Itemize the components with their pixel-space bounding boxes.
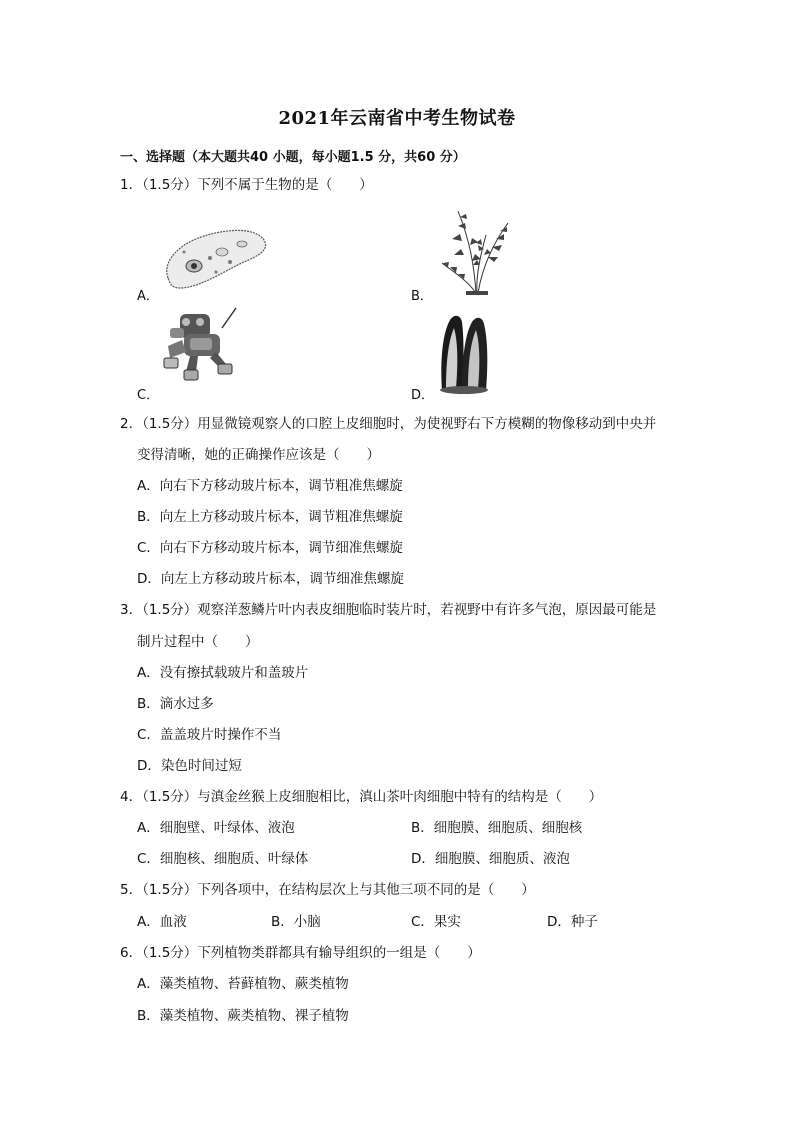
question-2-stem-line1: 2．（1.5分）用显微镜观察人的口腔上皮细胞时，为使视野右下方模糊的物像移动到中央并 [120,416,657,432]
robot-dog-image [160,306,240,384]
penguins-image [438,314,490,394]
page-title: 2021年云南省中考生物试卷 [278,108,516,129]
question-5-option-c[interactable]: C．果实 [411,914,461,930]
question-5-option-b[interactable]: B．小脑 [271,914,321,930]
option-c-label: C． [137,388,160,403]
question-3-stem-line1: 3．（1.5分）观察洋葱鳞片叶内表皮细胞临时装片时，若视野中有许多气泡，原因最可能是 [120,602,657,618]
question-4-stem: 4．（1.5分）与滇金丝猴上皮细胞相比，滇山茶叶肉细胞中特有的结构是（ ） [120,789,603,805]
option-b-label: B． [411,289,433,304]
question-3-option-a[interactable]: A．没有擦拭载玻片和盖玻片 [137,665,309,681]
question-3-option-d[interactable]: D．染色时间过短 [137,758,242,774]
paramecium-image [160,222,272,292]
question-3-stem-line2: 制片过程中（ ） [137,634,259,650]
question-4-option-d[interactable]: D．细胞膜、细胞质、液泡 [411,851,570,867]
section-heading: 一、选择题（本大题共40 小题，每小题1.5 分，共60 分） [120,150,466,165]
question-5-stem: 5．（1.5分）下列各项中，在结构层次上与其他三项不同的是（ ） [120,882,535,898]
question-4-option-a[interactable]: A．细胞壁、叶绿体、液泡 [137,820,295,836]
question-6-option-b[interactable]: B．藻类植物、蕨类植物、裸子植物 [137,1008,349,1024]
question-6-option-a[interactable]: A．藻类植物、苔藓植物、蕨类植物 [137,976,349,992]
fern-image [436,205,520,297]
question-2-option-d[interactable]: D．向左上方移动玻片标本，调节细准焦螺旋 [137,571,404,587]
question-4-option-b[interactable]: B．细胞膜、细胞质、细胞核 [411,820,583,836]
question-3-option-b[interactable]: B．滴水过多 [137,696,214,712]
question-3-option-c[interactable]: C．盖盖玻片时操作不当 [137,727,282,743]
question-2-stem-line2: 变得清晰，她的正确操作应该是（ ） [137,447,380,463]
question-2-option-a[interactable]: A．向右下方移动玻片标本，调节粗准焦螺旋 [137,478,403,494]
option-d-label: D． [411,388,435,403]
question-4-option-c[interactable]: C．细胞核、细胞质、叶绿体 [137,851,309,867]
question-6-stem: 6．（1.5分）下列植物类群都具有输导组织的一组是（ ） [120,945,481,961]
question-5-option-d[interactable]: D．种子 [547,914,598,930]
question-5-option-a[interactable]: A．血液 [137,914,187,930]
question-2-option-b[interactable]: B．向左上方移动玻片标本，调节粗准焦螺旋 [137,509,403,525]
question-1-stem: 1．（1.5分）下列不属于生物的是（ ） [120,177,373,193]
question-2-option-c[interactable]: C．向右下方移动玻片标本，调节细准焦螺旋 [137,540,403,556]
option-a-label: A． [137,289,159,304]
